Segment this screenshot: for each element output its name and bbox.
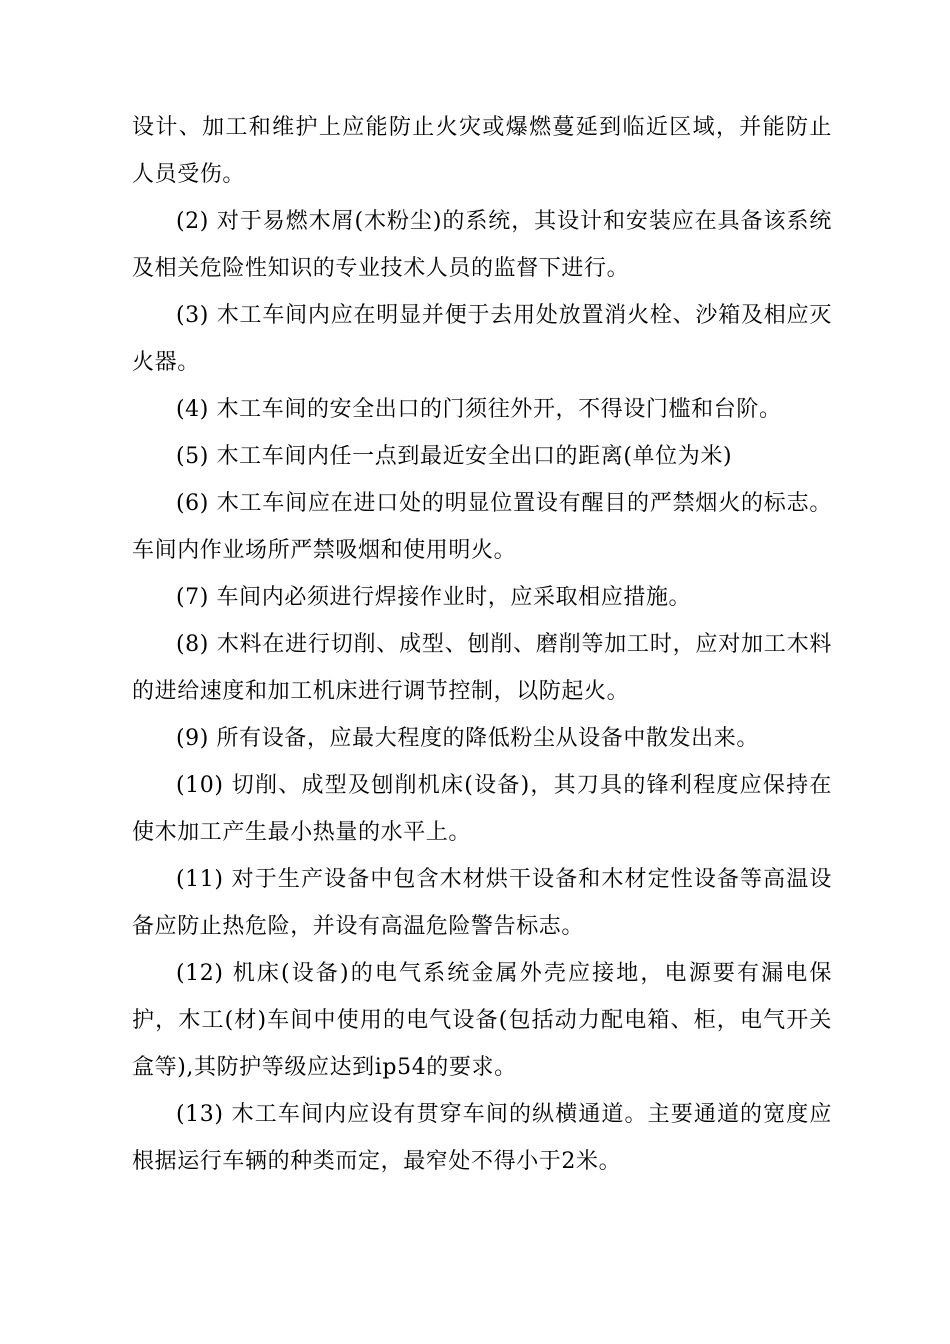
paragraph-item-6: (6) 木工车间应在进口处的明显位置设有醒目的严禁烟火的标志。车间内作业场所严禁吸烟和使用明火。 bbox=[132, 491, 832, 563]
paragraph-item-11: (11) 对于生产设备中包含木材烘干设备和木材定性设备等高温设备应防止热危险，并设有高温危险警告标志。 bbox=[132, 867, 832, 939]
paragraph-item-13: (13) 木工车间内应设有贯穿车间的纵横通道。主要通道的宽度应根据运行车辆的种类而定，最窄处不得小于2米。 bbox=[132, 1102, 832, 1174]
paragraph-item-2: (2) 对于易燃木屑(木粉尘)的系统，其设计和安装应在具备该系统及相关危险性知识的专业技术人员的监督下进行。 bbox=[132, 209, 832, 281]
paragraph-item-9: (9) 所有设备，应最大程度的降低粉尘从设备中散发出来。 bbox=[176, 726, 759, 751]
paragraph-item-5: (5) 木工车间内任一点到最近安全出口的距离(单位为米) bbox=[176, 444, 733, 469]
document-body bbox=[132, 104, 832, 1185]
paragraph-item-10: (10) 切削、成型及刨削机床(设备)，其刀具的锋利程度应保持在使木加工产生最小热量的水平上。 bbox=[132, 773, 832, 845]
paragraph-item-8: (8) 木料在进行切削、成型、刨削、磨削等加工时，应对加工木料的进给速度和加工机床进行调节控制，以防起火。 bbox=[132, 632, 832, 704]
paragraph-item-12: (12) 机床(设备)的电气系统金属外壳应接地，电源要有漏电保护，木工(材)车间中使用的电气设备(包括动力配电箱、柜，电气开关盒等),其防护等级应达到ip54的要求。 bbox=[132, 961, 832, 1080]
paragraph-item-7: (7) 车间内必须进行焊接作业时，应采取相应措施。 bbox=[176, 585, 692, 610]
paragraph-item-4: (4) 木工车间的安全出口的门须往外开，不得设门槛和台阶。 bbox=[176, 397, 782, 422]
paragraph-continuation: 设计、加工和维护上应能防止火灾或爆燃蔓延到临近区域，并能防止人员受伤。 bbox=[132, 115, 832, 187]
paragraph-item-3: (3) 木工车间内应在明显并便于去用处放置消火栓、沙箱及相应灭火器。 bbox=[132, 303, 832, 375]
